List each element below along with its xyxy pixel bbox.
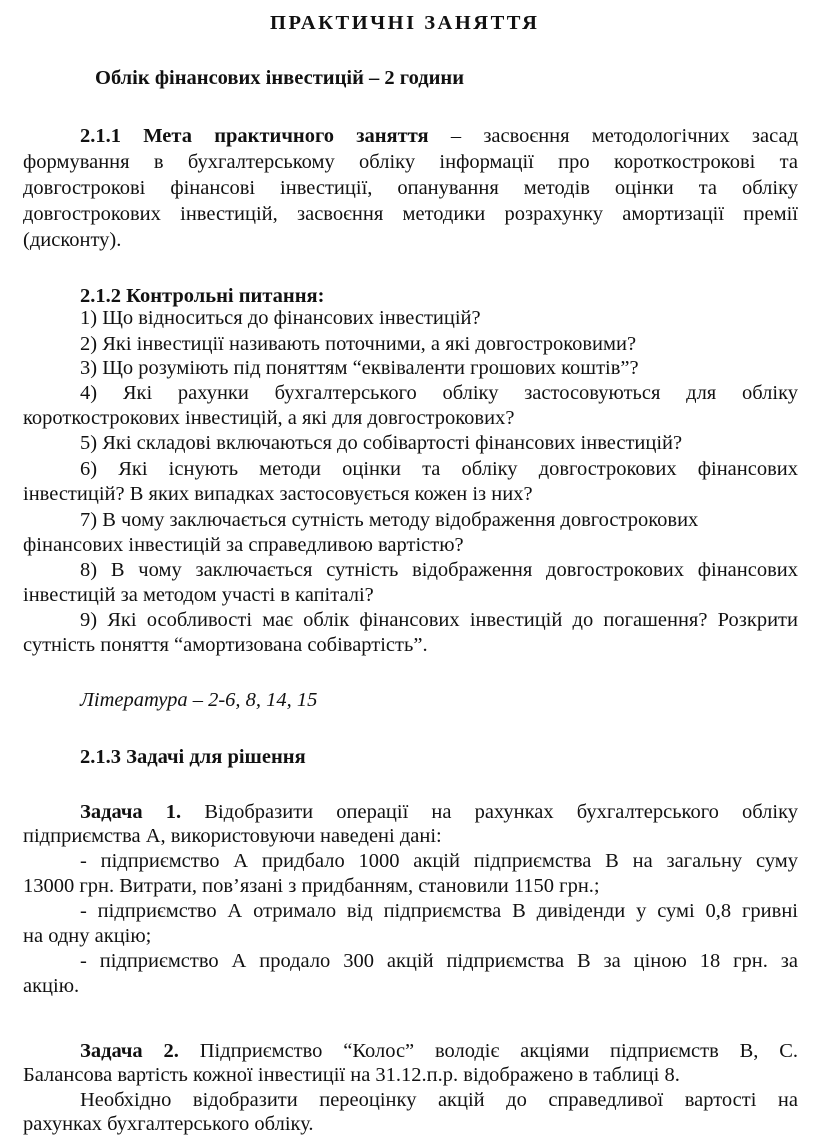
goal-line: (дисконту). [23,229,122,251]
task1-line: підприємства А, використовуючи наведені дані: [23,825,442,847]
questions-title: 2.1.2 Контрольні питання: [80,285,325,307]
question-item-cont: інвестицій? В яких випадках застосовується кожен із них? [23,483,533,505]
question-item-cont: сутність поняття “амортизована собівартість”. [23,634,428,656]
task2-text: Підприємство “Колос” володіє акціями підприємств В, С. [199,1040,799,1062]
question-item: 3) Що розуміють під поняттям “еквіваленти грошових коштів”? [80,357,639,379]
task1-line: на одну акцію; [23,925,152,947]
topic-heading: Облік фінансових інвестицій – 2 години [95,67,465,89]
goal-text: – засвоєння методологічних засад [450,125,799,147]
question-item: 5) Які складові включаються до собівартості фінансових інвестицій? [80,432,683,454]
goal-line: довгострокових інвестицій, засвоєння методики розрахунку амортизації премії [23,203,798,225]
goal-first-line [80,123,798,149]
question-item: 8) В чому заключається сутність відображення довгострокових фінансових [80,559,798,581]
task1-line: акцію. [23,975,80,997]
question-item-cont: фінансових інвестицій за справедливою вартістю? [23,534,464,556]
task2-first-line [80,1038,798,1064]
task2-line: Необхідно відобразити переоцінку акцій до справедливої вартості на [80,1089,798,1111]
question-item-cont: короткострокових інвестицій, а які для довгострокових? [23,407,515,429]
question-item: 1) Що відноситься до фінансових інвестицій? [80,307,481,329]
goal-label: 2.1.1 Мета практичного заняття [80,125,429,147]
task1-line: - підприємство А придбало 1000 акцій підприємства В на загальну суму [80,850,798,872]
goal-line: довгострокові фінансові інвестиції, опанування методів оцінки та обліку [23,177,798,199]
task1-first-line [80,799,798,825]
tasks-title: 2.1.3 Задачі для рішення [80,746,306,768]
task1-line: 13000 грн. Витрати, пов’язані з придбанням, становили 1150 грн.; [23,875,600,897]
task2-label: Задача 2. [80,1040,179,1062]
task1-text: Відобразити операції на рахунках бухгалтерського обліку [204,801,799,823]
question-item: 9) Які особливості має облік фінансових інвестицій до погашення? Розкрити [80,609,798,631]
literature-reference: Література – 2-6, 8, 14, 15 [80,689,318,711]
task1-line: - підприємство А продало 300 акцій підприємства В за ціною 18 грн. за [80,950,798,972]
goal-line: формування в бухгалтерському обліку інформації про короткострокові та [23,151,798,173]
question-item: 2) Які інвестиції називають поточними, а які довгостроковими? [80,333,637,355]
task1-line: - підприємство А отримало від підприємства В дивіденди у сумі 0,8 гривні [80,900,798,922]
question-item: 4) Які рахунки бухгалтерського обліку застосовуються для обліку [80,382,798,404]
page-title: ПРАКТИЧНІ ЗАНЯТТЯ [270,12,540,34]
question-item: 6) Які існують методи оцінки та обліку довгострокових фінансових [80,458,798,480]
task1-label: Задача 1. [80,801,182,823]
question-item-cont: інвестицій за методом участі в капіталі? [23,584,374,606]
task2-line: рахунках бухгалтерського обліку. [23,1113,314,1135]
task2-line: Балансова вартість кожної інвестиції на 31.12.п.р. відображено в таблиці 8. [23,1064,680,1086]
question-item: 7) В чому заключається сутність методу відображення довгострокових [80,509,699,531]
